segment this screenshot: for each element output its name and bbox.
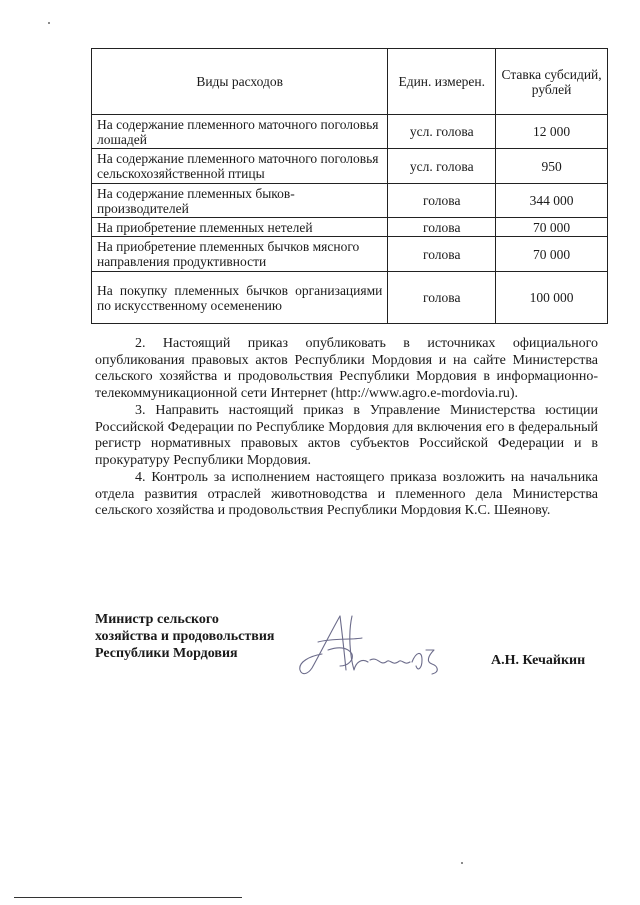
row-rate: 70 000	[496, 218, 608, 237]
table-row	[92, 237, 608, 272]
header-expense-type: Виды расходов	[92, 49, 388, 115]
table-row	[92, 218, 608, 237]
row-rate: 70 000	[496, 237, 608, 272]
row-expense-name: На содержание племенного маточного поголовья сельскохозяйственной птицы	[92, 149, 388, 184]
paragraph-control: 4. Контроль за исполнением настоящего приказа возложить на начальника отдела развития отраслей животноводства и племенного дела Министерства сельского хозяйства и продовольствия Республики Мордовия К.С. Шеянову.	[95, 470, 598, 518]
row-expense-name: На содержание племенного маточного поголовья лошадей	[92, 115, 388, 149]
subsidy-rates-table	[91, 48, 608, 324]
row-expense-name: На приобретение племенных нетелей	[92, 218, 388, 237]
row-rate: 12 000	[496, 115, 608, 149]
row-rate: 100 000	[496, 272, 608, 324]
row-unit: голова	[388, 272, 496, 324]
paragraph-publish: 2. Настоящий приказ опубликовать в источниках официального опубликования правовых актов Республики Мордовия и на сайте Министерства сельского хозяйства и продовольствия Республики Мордовия в информационно-телекоммуникационной сети Интернет (http://www.agro.e-mordovia.ru).	[95, 336, 598, 401]
header-unit: Един. измерен.	[388, 49, 496, 115]
header-rate: Ставка субсидий, рублей	[496, 49, 608, 115]
paragraph-justice-registry: 3. Направить настоящий приказ в Управление Министерства юстиции Российской Федерации по Республике Мордовия для включения его в федеральный регистр нормативных правовых актов субъектов Российской Федерации и в прокуратуру Республики Мордовия.	[95, 403, 598, 468]
row-expense-name: На покупку племенных бычков организациями по искусственному осеменению	[92, 272, 388, 324]
signatory-title	[95, 611, 274, 662]
table-row	[92, 149, 608, 184]
handwritten-signature	[292, 610, 452, 680]
row-expense-name: На содержание племенных быков-производителей	[92, 184, 388, 218]
scan-speck	[461, 862, 463, 864]
row-expense-name: На приобретение племенных бычков мясного направления продуктивности	[92, 237, 388, 272]
table-header-row	[92, 49, 608, 115]
order-body	[95, 336, 598, 521]
signatory-title-line: Республики Мордовия	[95, 646, 238, 661]
signatory-title-line: хозяйства и продовольствия	[95, 629, 275, 644]
scan-speck	[48, 22, 50, 24]
row-rate: 344 000	[496, 184, 608, 218]
footnote-divider	[14, 897, 242, 898]
row-rate: 950	[496, 149, 608, 184]
row-unit: голова	[388, 184, 496, 218]
table-row	[92, 272, 608, 324]
signatory-name: А.Н. Кечайкин	[491, 653, 586, 668]
table-row	[92, 184, 608, 218]
row-unit: усл. голова	[388, 115, 496, 149]
table-row	[92, 115, 608, 149]
signatory-title-line: Министр сельского	[95, 612, 219, 627]
row-unit: усл. голова	[388, 149, 496, 184]
row-unit: голова	[388, 237, 496, 272]
row-unit: голова	[388, 218, 496, 237]
